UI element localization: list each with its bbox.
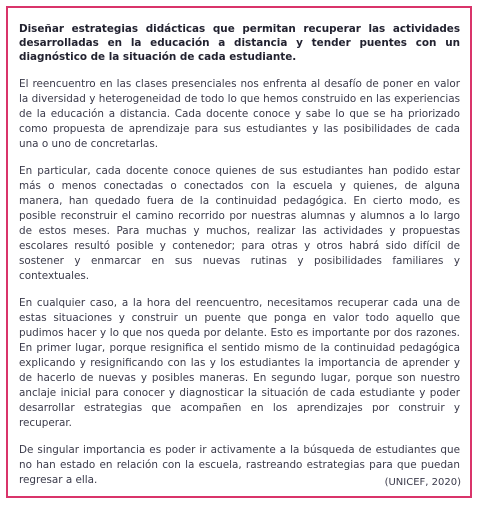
paragraph-3: En cualquier caso, a la hora del reencuentro, necesitamos recuperar cada una de estas situaciones y construir un puente que ponga en valor todo aquello que pudimos hacer y lo que nos queda por delante. Esto es importante por dos razones. En primer lugar, porque resignifica el sentido mismo de la continuidad pedagógica explicando y resignificando con las y los estudiantes la importancia de aprender y de hacerlo de nuevas y posibles maneras. En segundo lugar, porque son nuestro anclaje inicial para conocer y diagnosticar la situación de cada estudiante y poder desarrollar estrategias que acompañen en los aprendizajes por construir y recuperar. <box>19 297 460 429</box>
paragraph-1: El reencuentro en las clases presenciales nos enfrenta al desafío de poner en valor la diversidad y heterogeneidad de todo lo que hemos construido en las experiencias de la educación a distancia. Cada docente conoce y sabe lo que se ha priorizado como propuesta de aprendizaje para sus estudiantes y las posibilidades de cada una o uno de concretarlas. <box>19 78 460 150</box>
box-heading: Diseñar estrategias didácticas que permitan recuperar las actividades desarrolladas en la educación a distancia y tender puentes con un diagnóstico de la situación de cada estudiante. <box>19 23 460 63</box>
paragraph-2: En particular, cada docente conoce quienes de sus estudiantes han podido estar más o menos conectadas o conectados con la escuela y quienes, de alguna manera, han quedado fuera de la continuidad pedagógica. En cierto modo, es posible reconstruir el camino recorrido por nuestras alumnas y alumnos a lo largo de estos meses. Para muchas y muchos, realizar las actividades y propuestas escolares resultó posible y contenedor; para otras y otros habrá sido difícil de sostener y enmarcar en sus nuevas rutinas y posibilidades familiares y contextuales. <box>19 165 460 282</box>
quote-box <box>6 6 472 498</box>
source-citation: (UNICEF, 2020) <box>384 477 461 488</box>
paragraph-4: De singular importancia es poder ir activamente a la búsqueda de estudiantes que no han estado en relación con la escuela, rastreando estrategias para que puedan regresar a ella. <box>19 444 460 486</box>
